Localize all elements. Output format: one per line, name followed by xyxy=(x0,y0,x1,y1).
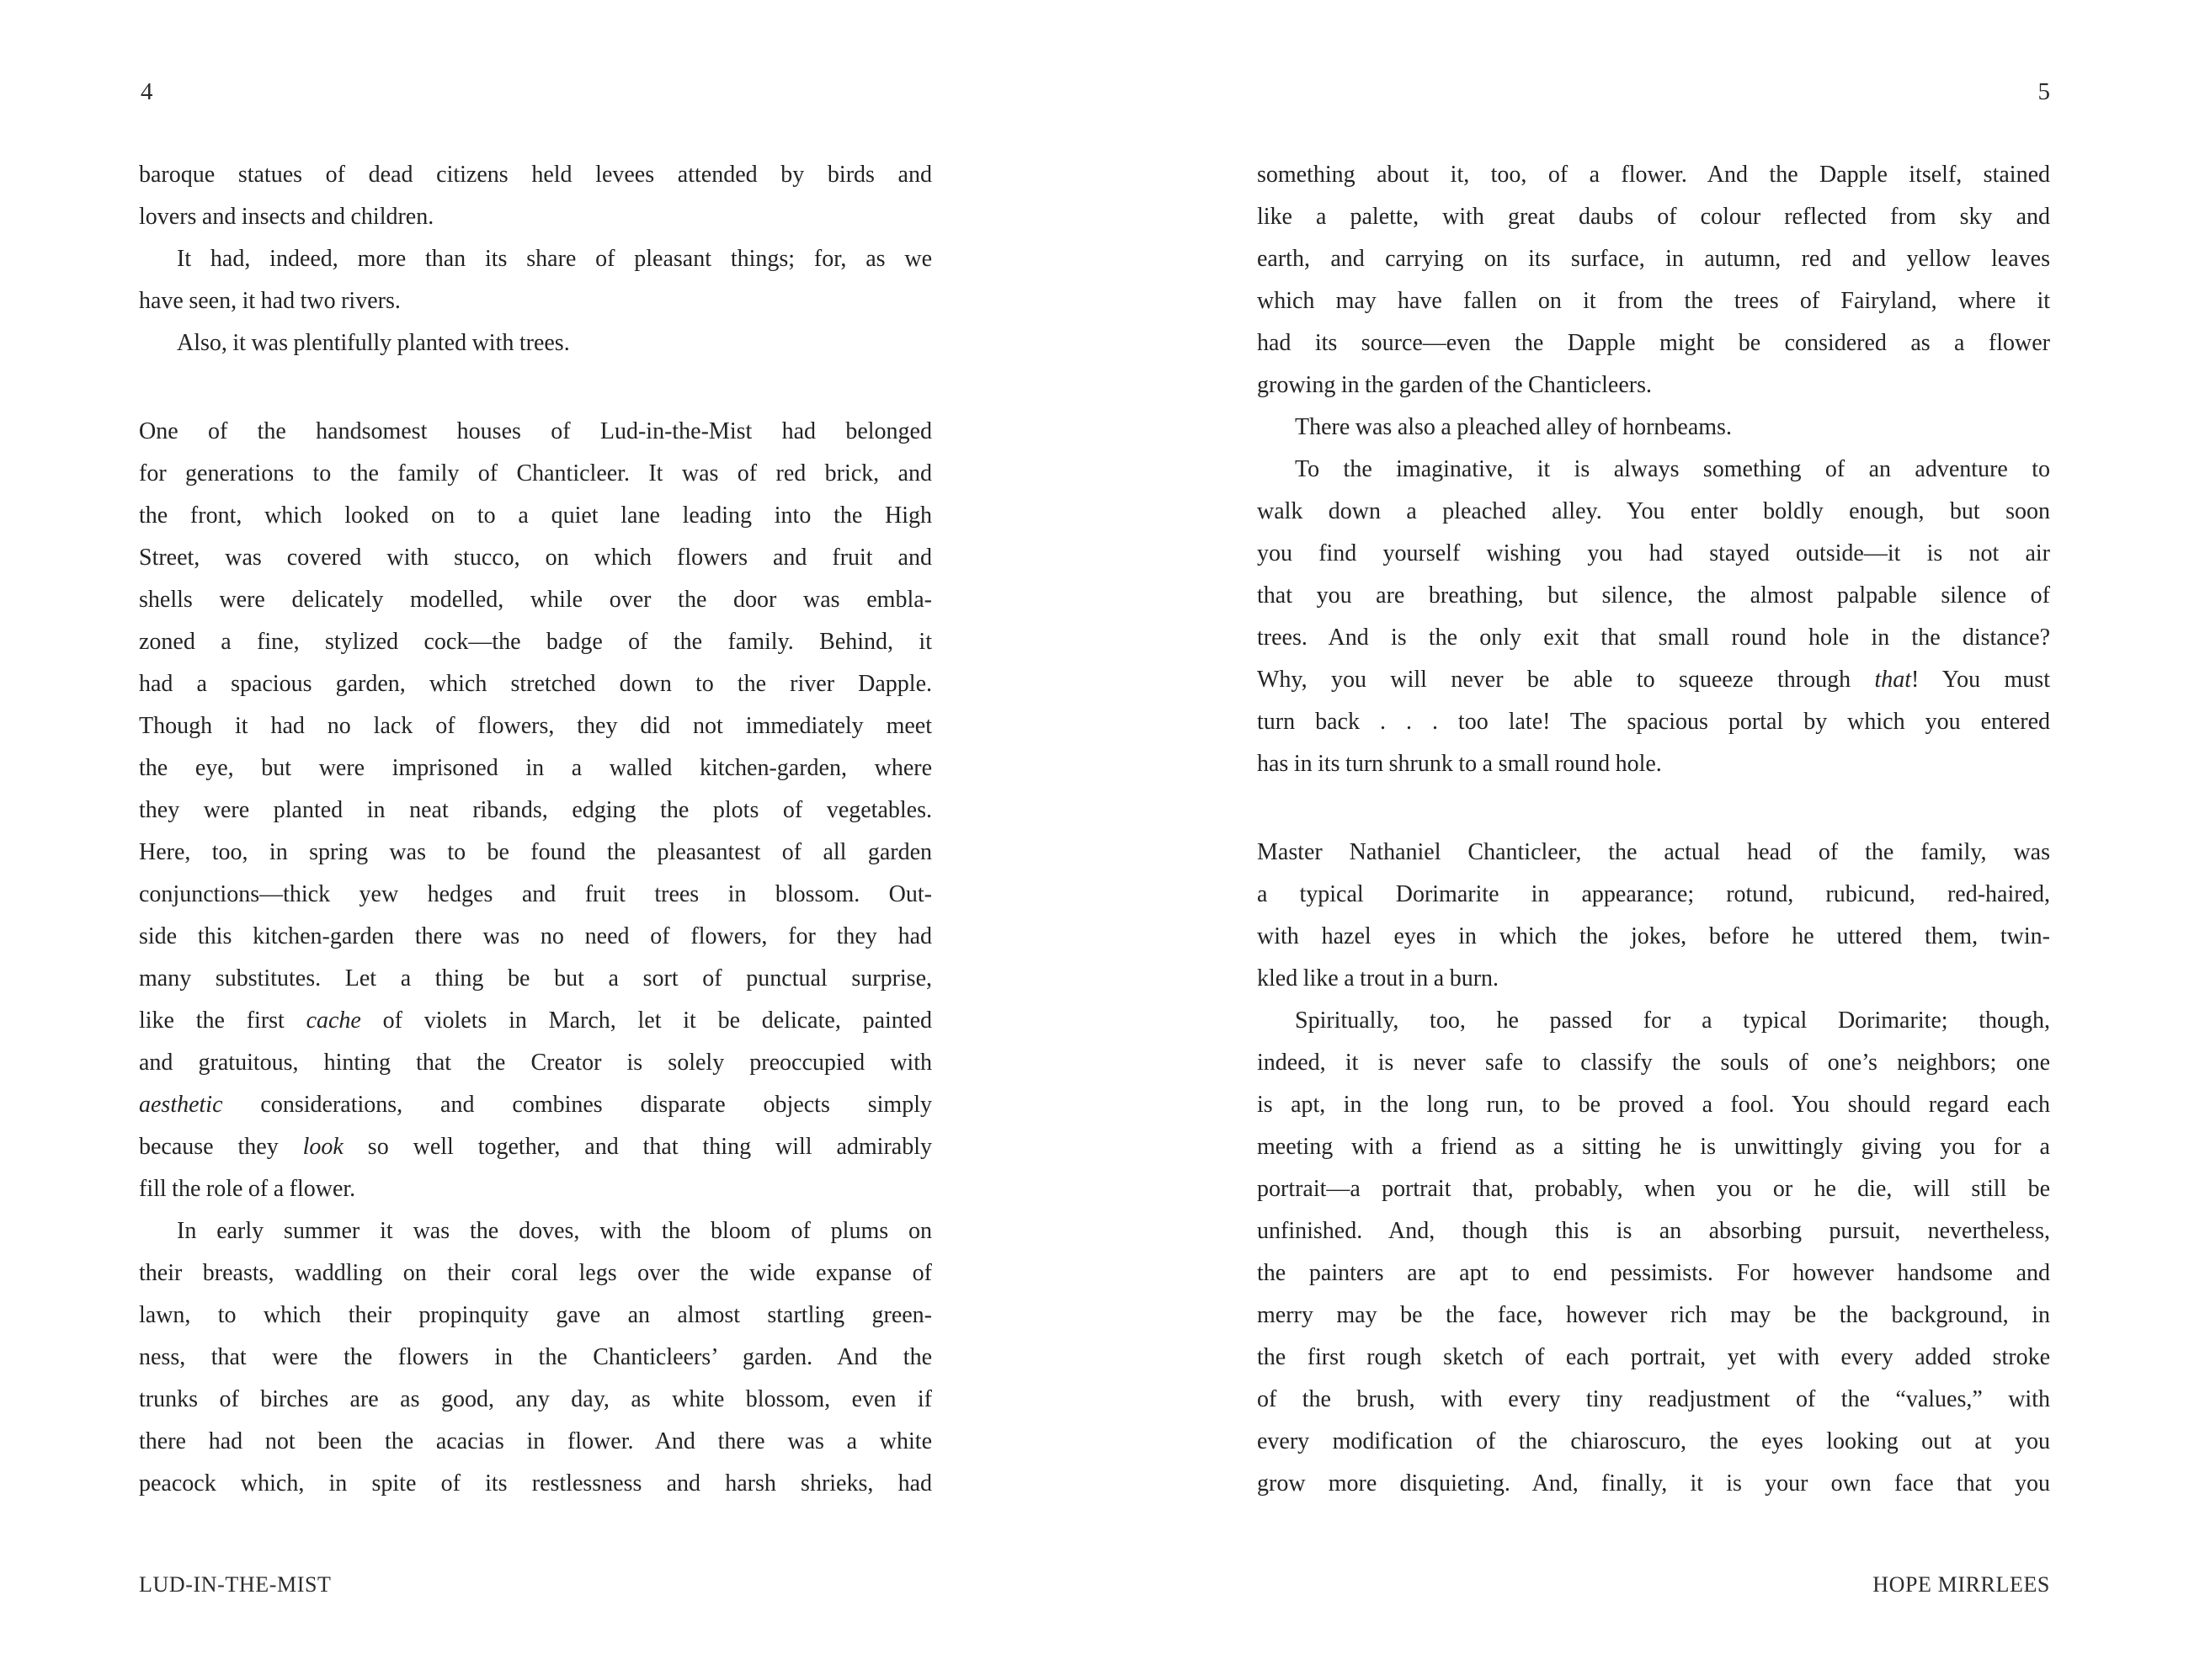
text-line: walk down a pleached alley. You enter boldly enough, but soon xyxy=(1257,498,2050,524)
text-line: the front, which looked on to a quiet lane leading into the High xyxy=(139,502,932,529)
page-number: 4 xyxy=(141,78,153,105)
page-body xyxy=(1257,154,2050,1505)
text-line: trees. And is the only exit that small round hole in the distance? xyxy=(1257,625,2050,651)
text-line: had its source—even the Dapple might be considered as a flower xyxy=(1257,330,2050,356)
text-line xyxy=(1257,659,2050,701)
text-line: their breasts, waddling on their coral legs over the wide expanse of xyxy=(139,1260,932,1286)
text-line: Spiritually, too, he passed for a typical Dorimarite; though, xyxy=(1295,1007,2050,1034)
text-line: trunks of birches are as good, any day, as white blossom, even if xyxy=(139,1386,932,1412)
text-line: It had, indeed, more than its share of pleasant things; for, as we xyxy=(177,246,932,272)
text-line: portrait—a portrait that, probably, when you or he die, will still be xyxy=(1257,1176,2050,1202)
running-footer-book-title: LUD-IN-THE-MIST xyxy=(139,1572,332,1597)
body-text: Why, you will never be able to squeeze through xyxy=(1257,667,1875,693)
text-line: the eye, but were imprisoned in a walled kitchen-garden, where xyxy=(139,755,932,781)
text-line: growing in the garden of the Chanticleers. xyxy=(1257,372,1652,398)
text-line: merry may be the face, however rich may be the background, in xyxy=(1257,1302,2050,1328)
body-text: because they xyxy=(139,1134,303,1160)
page-left xyxy=(139,0,932,1680)
text-line: has in its turn shrunk to a small round hole. xyxy=(1257,751,1662,777)
text-line: the painters are apt to end pessimists. For however handsome and xyxy=(1257,1260,2050,1286)
text-line: peacock which, in spite of its restlessness and harsh shrieks, had xyxy=(139,1470,932,1497)
text-line: Also, it was plentifully planted with trees. xyxy=(177,330,570,356)
text-line: with hazel eyes in which the jokes, before he uttered them, twin- xyxy=(1257,923,2050,949)
text-line: every modification of the chiaroscuro, the eyes looking out at you xyxy=(1257,1428,2050,1454)
text-line xyxy=(139,1126,932,1168)
text-line: ness, that were the flowers in the Chanticleers’ garden. And the xyxy=(139,1344,932,1370)
text-line: There was also a pleached alley of hornbeams. xyxy=(1295,414,1732,440)
running-footer-author-name: HOPE MIRRLEES xyxy=(1872,1572,2050,1597)
text-line: Though it had no lack of flowers, they did not immediately meet xyxy=(139,713,932,739)
body-text: considerations, and combines disparate objects simply xyxy=(222,1092,932,1118)
text-line: for generations to the family of Chanticleer. It was of red brick, and xyxy=(139,460,932,486)
text-line: indeed, it is never safe to classify the souls of one’s neighbors; one xyxy=(1257,1050,2050,1076)
text-line: conjunctions—thick yew hedges and fruit trees in blossom. Out- xyxy=(139,881,932,907)
text-line: have seen, it had two rivers. xyxy=(139,288,401,314)
body-text: so well together, and that thing will admirably xyxy=(343,1134,932,1160)
text-line: baroque statues of dead citizens held levees attended by birds and xyxy=(139,162,932,188)
text-line: Street, was covered with stucco, on which flowers and fruit and xyxy=(139,545,932,571)
text-line: In early summer it was the doves, with the bloom of plums on xyxy=(177,1218,932,1244)
text-line: kled like a trout in a burn. xyxy=(1257,965,1499,992)
text-line: turn back . . . too late! The spacious portal by which you entered xyxy=(1257,709,2050,735)
page-right xyxy=(1257,0,2050,1680)
text-line: One of the handsomest houses of Lud-in-the-Mist had belonged xyxy=(139,418,932,444)
text-line xyxy=(139,1084,932,1126)
text-line: of the brush, with every tiny readjustment of the “values,” with xyxy=(1257,1386,2050,1412)
text-line: there had not been the acacias in flower. And there was a white xyxy=(139,1428,932,1454)
text-line: that you are breathing, but silence, the almost palpable silence of xyxy=(1257,582,2050,609)
text-line: you find yourself wishing you had stayed outside—it is not air xyxy=(1257,540,2050,566)
text-line: fill the role of a flower. xyxy=(139,1176,356,1202)
text-line: the first rough sketch of each portrait, yet with every added stroke xyxy=(1257,1344,2050,1370)
text-line: lawn, to which their propinquity gave an almost startling green- xyxy=(139,1302,932,1328)
text-line: unfinished. And, though this is an absorbing pursuit, nevertheless, xyxy=(1257,1218,2050,1244)
page-number: 5 xyxy=(2037,78,2050,105)
text-line xyxy=(139,1000,932,1042)
text-line: meeting with a friend as a sitting he is unwittingly giving you for a xyxy=(1257,1134,2050,1160)
text-line: which may have fallen on it from the trees of Fairyland, where it xyxy=(1257,288,2050,314)
text-line: lovers and insects and children. xyxy=(139,204,434,230)
text-line: they were planted in neat ribands, edging the plots of vegetables. xyxy=(139,797,932,823)
italic-text: cache xyxy=(306,1007,361,1034)
text-line: is apt, in the long run, to be proved a fool. You should regard each xyxy=(1257,1092,2050,1118)
body-text: like the first xyxy=(139,1007,306,1034)
italic-text: aesthetic xyxy=(139,1092,223,1118)
text-line: a typical Dorimarite in appearance; rotund, rubicund, red-haired, xyxy=(1257,881,2050,907)
text-line: like a palette, with great daubs of colour reflected from sky and xyxy=(1257,204,2050,230)
text-line: earth, and carrying on its surface, in autumn, red and yellow leaves xyxy=(1257,246,2050,272)
text-line: zoned a fine, stylized cock—the badge of the family. Behind, it xyxy=(139,629,932,655)
text-line: something about it, too, of a flower. And the Dapple itself, stained xyxy=(1257,162,2050,188)
text-line: and gratuitous, hinting that the Creator is solely preoccupied with xyxy=(139,1050,932,1076)
body-text: of violets in March, let it be delicate, painted xyxy=(360,1007,932,1034)
italic-text: that xyxy=(1874,667,1912,693)
text-line: Master Nathaniel Chanticleer, the actual head of the family, was xyxy=(1257,839,2050,865)
page-body xyxy=(139,154,932,1505)
text-line: shells were delicately modelled, while over the door was embla- xyxy=(139,587,932,613)
text-line: side this kitchen-garden there was no need of flowers, for they had xyxy=(139,923,932,949)
text-line: had a spacious garden, which stretched down to the river Dapple. xyxy=(139,671,932,697)
text-line: To the imaginative, it is always something of an adventure to xyxy=(1295,456,2050,482)
text-line: Here, too, in spring was to be found the pleasantest of all garden xyxy=(139,839,932,865)
text-line: many substitutes. Let a thing be but a sort of punctual surprise, xyxy=(139,965,932,992)
text-line: grow more disquieting. And, finally, it is your own face that you xyxy=(1257,1470,2050,1497)
body-text: ! You must xyxy=(1911,667,2050,693)
italic-text: look xyxy=(302,1134,344,1160)
